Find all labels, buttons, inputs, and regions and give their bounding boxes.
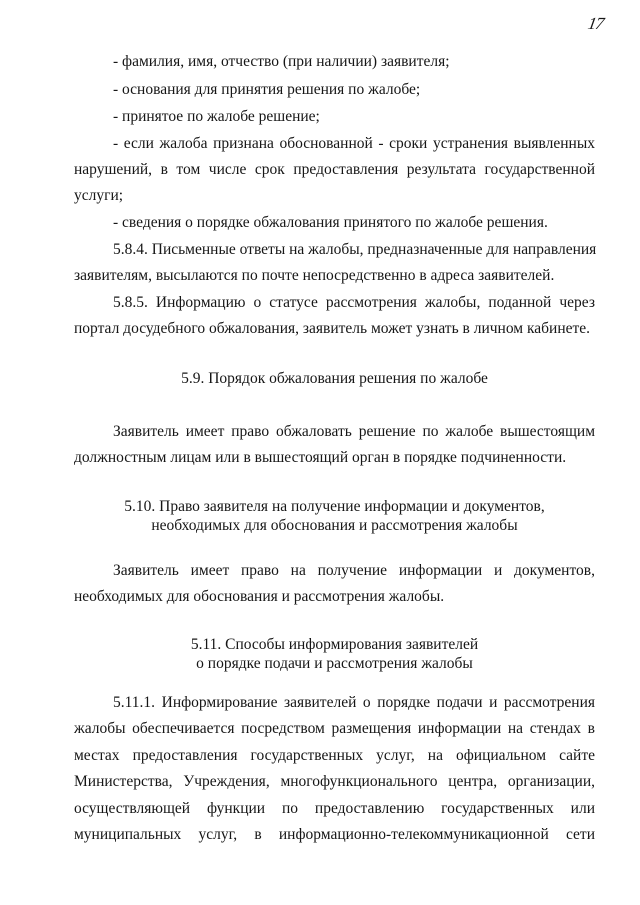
section-5-10-line2: необходимых для обоснования и рассмотрения жалобы. bbox=[74, 588, 445, 605]
section-5-11-line1: 5.11.1. Информирование заявителей о порядке подачи и рассмотрения bbox=[113, 694, 595, 711]
paragraph-5-8-4-line1: 5.8.4. Письменные ответы на жалобы, предназначенные для направления bbox=[113, 241, 597, 258]
section-5-10-line1: Заявитель имеет право на получение информации и документов, bbox=[113, 562, 595, 579]
paragraph-5-8-5-line2: портал досудебного обжалования, заявитель может узнать в личном кабинете. bbox=[74, 320, 591, 337]
section-5-9-line1: Заявитель имеет право обжаловать решение по жалобе вышестоящим bbox=[113, 423, 595, 440]
paragraph-5-8-4-line2: заявителям, высылаются по почте непосредственно в адреса заявителей. bbox=[74, 267, 555, 284]
list-item-appeal: - сведения о порядке обжалования принятого по жалобе решения. bbox=[113, 214, 548, 231]
list-item-decision: - принятое по жалобе решение; bbox=[113, 108, 320, 125]
list-item-grounds: - основания для принятия решения по жалобе; bbox=[113, 81, 421, 98]
section-5-11-heading-line2: о порядке подачи и рассмотрения жалобы bbox=[196, 655, 473, 672]
section-5-11-line2: жалобы обеспечивается посредством размещения информации на стендах в bbox=[74, 720, 595, 737]
section-5-11-line6: муниципальных услуг, в информационно-телекоммуникационной сети bbox=[74, 826, 595, 843]
section-5-9-heading: 5.9. Порядок обжалования решения по жалобе bbox=[181, 370, 488, 387]
paragraph-5-8-5-line1: 5.8.5. Информацию о статусе рассмотрения жалобы, поданной через bbox=[113, 294, 595, 311]
list-item-deadlines-line1: - если жалоба признана обоснованной - сроки устранения выявленных bbox=[113, 135, 595, 152]
page-number: 17 bbox=[586, 14, 605, 33]
list-item-deadlines-line2: нарушений, в том числе срок предоставления результата государственной bbox=[74, 161, 595, 178]
section-5-11-line3: местах предоставления государственных услуг, на официальном сайте bbox=[74, 747, 595, 764]
section-5-11-heading-line1: 5.11. Способы информирования заявителей bbox=[190, 636, 479, 653]
section-5-9-line2: должностным лицам или в вышестоящий орган в порядке подчиненности. bbox=[74, 449, 567, 466]
section-5-10-heading-line2: необходимых для обоснования и рассмотрения жалобы bbox=[151, 517, 518, 534]
section-5-10-heading-line1: 5.10. Право заявителя на получение информации и документов, bbox=[124, 498, 545, 515]
list-item-name: - фамилия, имя, отчество (при наличии) заявителя; bbox=[113, 53, 450, 70]
list-item-deadlines-line3: услуги; bbox=[74, 187, 124, 204]
section-5-11-line5: осуществляющей функции по предоставлению государственных или bbox=[74, 800, 595, 817]
section-5-11-line4: Министерства, Учреждения, многофункционального центра, организации, bbox=[74, 773, 595, 790]
